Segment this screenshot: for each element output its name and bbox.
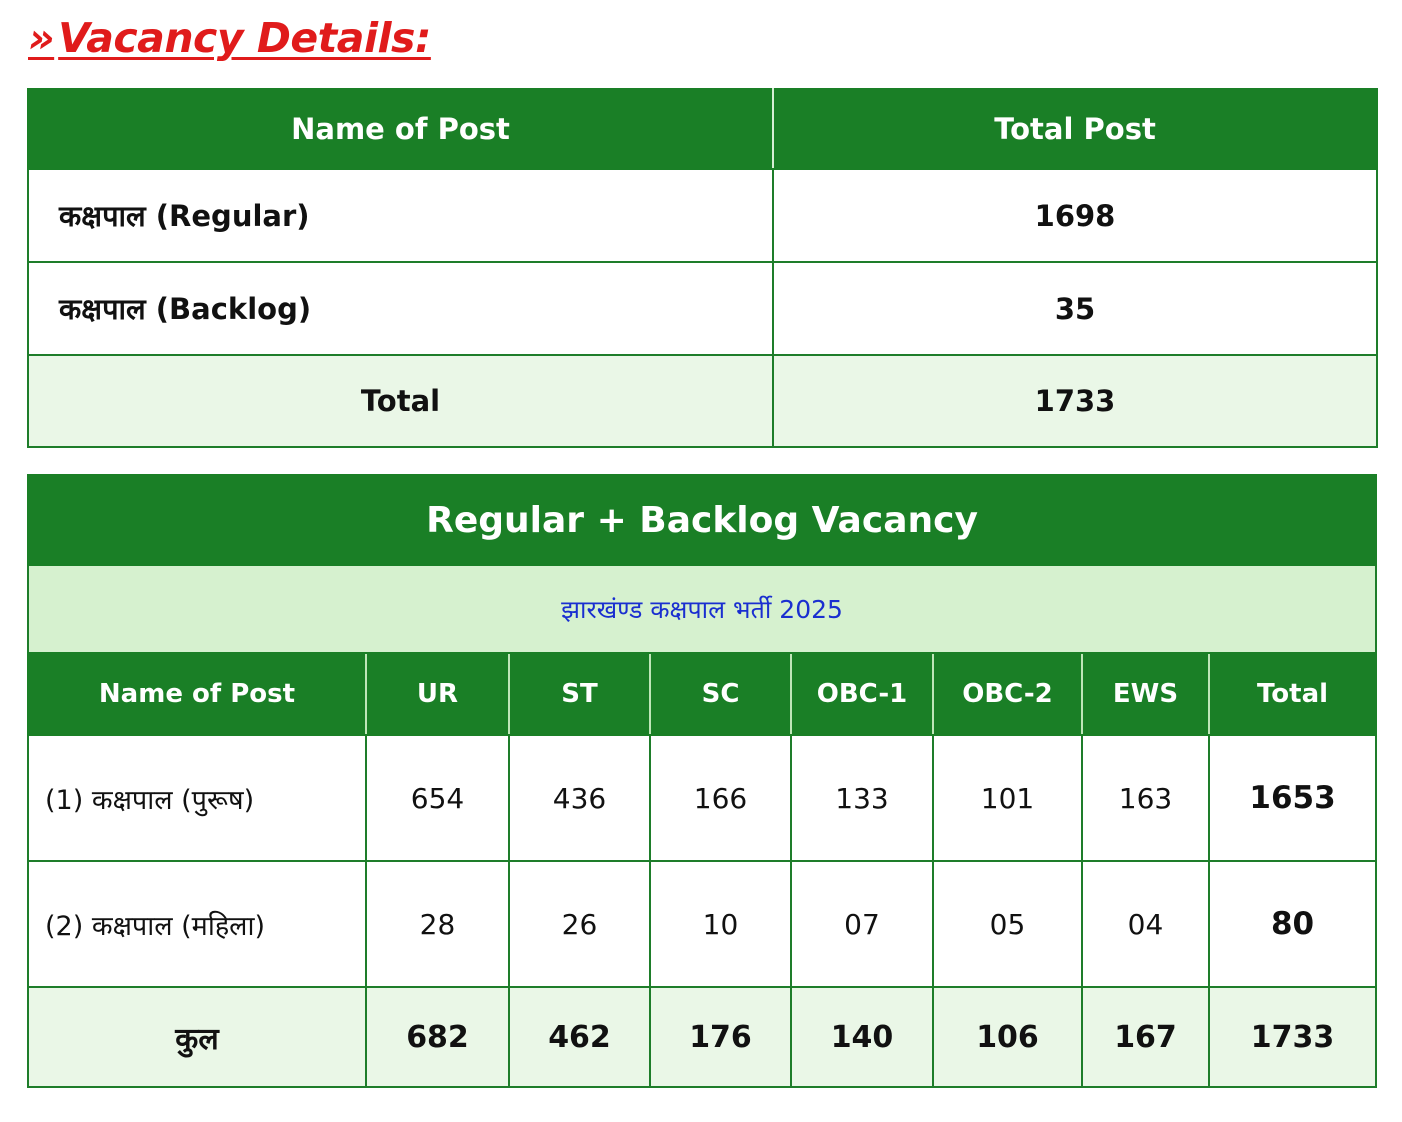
- table-row: [28, 735, 1376, 861]
- col-header-obc-1: OBC-1: [791, 653, 933, 735]
- page-heading: [28, 10, 431, 66]
- cell-st: 436: [509, 735, 650, 861]
- col-header-st: ST: [509, 653, 650, 735]
- sum-ur: 682: [366, 987, 509, 1087]
- vacancy-table-title: Regular + Backlog Vacancy: [28, 475, 1376, 565]
- row-post-name: (2) कक्षपाल (महिला): [28, 861, 366, 987]
- summary-table: [27, 88, 1378, 448]
- vacancy-header-row: [28, 653, 1376, 735]
- cell-obc-1: 133: [791, 735, 933, 861]
- summary-header-row: [28, 89, 1377, 169]
- cell-total: 80: [1209, 861, 1376, 987]
- cell-ur: 654: [366, 735, 509, 861]
- col-header-ews: EWS: [1082, 653, 1209, 735]
- vacancy-subtitle-row: [28, 565, 1376, 653]
- summary-total-row: [28, 355, 1377, 447]
- sum-obc-2: 106: [933, 987, 1082, 1087]
- cell-total: 1653: [1209, 735, 1376, 861]
- vacancy-table-subtitle: झारखंण्ड कक्षपाल भर्ती 2025: [28, 565, 1376, 653]
- sum-total: 1733: [1209, 987, 1376, 1087]
- table-row: [28, 169, 1377, 262]
- table-row: [28, 262, 1377, 355]
- table-row: [28, 861, 1376, 987]
- cell-ews: 163: [1082, 735, 1209, 861]
- sum-st: 462: [509, 987, 650, 1087]
- post-total-cell: 1698: [773, 169, 1377, 262]
- sum-label: कुल: [28, 987, 366, 1087]
- cell-ews: 04: [1082, 861, 1209, 987]
- cell-obc-2: 101: [933, 735, 1082, 861]
- cell-sc: 166: [650, 735, 791, 861]
- summary-total-label: Total: [28, 355, 773, 447]
- post-name-cell: कक्षपाल (Backlog): [28, 262, 773, 355]
- page-heading-text: Vacancy Details:: [58, 14, 431, 62]
- cell-obc-1: 07: [791, 861, 933, 987]
- summary-total-value: 1733: [773, 355, 1377, 447]
- col-header-name-of-post: Name of Post: [28, 653, 366, 735]
- cell-obc-2: 05: [933, 861, 1082, 987]
- chevron-icon: »: [28, 14, 55, 62]
- post-name-cell: कक्षपाल (Regular): [28, 169, 773, 262]
- cell-st: 26: [509, 861, 650, 987]
- col-header-ur: UR: [366, 653, 509, 735]
- summary-header-name-of-post: Name of Post: [28, 89, 773, 169]
- sum-ews: 167: [1082, 987, 1209, 1087]
- cell-ur: 28: [366, 861, 509, 987]
- col-header-sc: SC: [650, 653, 791, 735]
- vacancy-table: [27, 474, 1377, 1088]
- cell-sc: 10: [650, 861, 791, 987]
- post-total-cell: 35: [773, 262, 1377, 355]
- col-header-total: Total: [1209, 653, 1376, 735]
- col-header-obc-2: OBC-2: [933, 653, 1082, 735]
- sum-sc: 176: [650, 987, 791, 1087]
- vacancy-title-row: [28, 475, 1376, 565]
- vacancy-sum-row: [28, 987, 1376, 1087]
- row-post-name: (1) कक्षपाल (पुरूष): [28, 735, 366, 861]
- summary-header-total-post: Total Post: [773, 89, 1377, 169]
- sum-obc-1: 140: [791, 987, 933, 1087]
